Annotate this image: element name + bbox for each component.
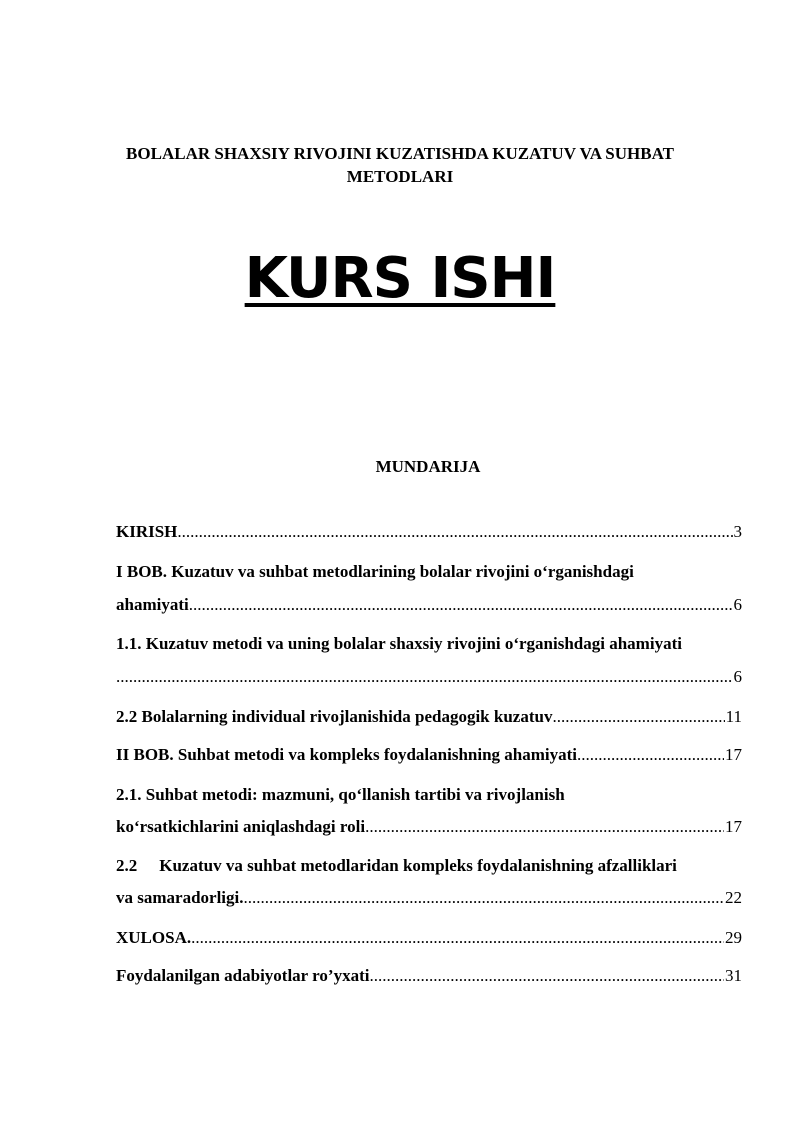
toc-entry-s22-line1 <box>116 855 742 877</box>
toc-entry-label: XULOSA. <box>116 928 192 947</box>
document-type-title: KURS ISHI <box>244 246 556 311</box>
toc-entry-s21-line1 <box>116 784 742 806</box>
toc-entry-bob1-line1 <box>116 561 742 583</box>
toc-leader-dots <box>369 965 724 987</box>
toc-entry-label: va samaradorligi. <box>116 888 244 907</box>
toc-entry-number: 2.2 <box>116 856 138 875</box>
toc-leader-dots <box>552 706 724 728</box>
toc-entry-xulosa <box>116 927 742 949</box>
toc-leader-dots <box>191 927 724 949</box>
toc-entry-label: KIRISH <box>116 522 178 541</box>
toc-entry-kirish <box>116 521 742 543</box>
toc-entry-bob1-line2 <box>116 594 742 616</box>
toc-entry-adabiyotlar <box>116 965 742 987</box>
toc-entry-text: Kuzatuv va suhbat metodlaridan kompleks foydalanishning afzalliklari <box>159 856 677 875</box>
topic-title: BOLALAR SHAXSIY RIVOJINI KUZATISHDA KUZATUV VA SUHBAT METODLARI <box>126 144 674 186</box>
toc-entry-label: 2.1. Suhbat metodi: mazmuni, qo‘llanish tartibi va rivojlanish <box>116 785 565 804</box>
toc-page-number: 6 <box>733 595 742 614</box>
toc-entry-s21-line2 <box>116 816 742 838</box>
toc-entry-s11-line1 <box>116 633 742 655</box>
toc-page-number: 17 <box>725 817 742 836</box>
toc-page-number: 22 <box>725 888 742 907</box>
toc-entry-label: 2.2 Bolalarning individual rivojlanishida pedagogik kuzatuv <box>116 707 553 726</box>
toc-page-number: 29 <box>725 928 742 947</box>
toc-entry-label: 1.1. Kuzatuv metodi va uning bolalar shaxsiy rivojini o‘rganishdagi ahamiyati <box>116 634 682 653</box>
toc-leader-dots <box>244 887 725 909</box>
toc-page-number: 3 <box>733 522 742 541</box>
toc-entry-bob2 <box>116 744 742 766</box>
toc-entry-label: I BOB. Kuzatuv va suhbat metodlarining bolalar rivojini o‘rganishdagi <box>116 562 634 581</box>
toc-entry-label: ahamiyati <box>116 595 189 614</box>
toc-entry-s12 <box>116 706 742 728</box>
toc-leader-dots <box>177 521 732 543</box>
toc-entry-label: II BOB. Suhbat metodi va kompleks foydalanishning ahamiyati <box>116 745 578 764</box>
toc-leader-dots <box>116 666 733 688</box>
toc-entry-s11-line2 <box>116 666 742 688</box>
toc-entry-label <box>116 855 677 877</box>
toc-page-number: 6 <box>733 667 742 686</box>
toc-page-number: 31 <box>725 966 742 985</box>
toc-heading: MUNDARIJA <box>375 457 481 476</box>
toc-page-number: 17 <box>725 745 742 764</box>
toc-leader-dots <box>365 816 724 838</box>
toc-leader-dots <box>189 594 733 616</box>
toc-page-number: 11 <box>725 707 742 726</box>
toc-entry-label: Foydalanilgan adabiyotlar ro’yxati <box>116 966 370 985</box>
toc-entry-s22-line2 <box>116 887 742 909</box>
toc-entry-label: ko‘rsatkichlarini aniqlashdagi roli <box>116 817 366 836</box>
toc-leader-dots <box>577 744 724 766</box>
